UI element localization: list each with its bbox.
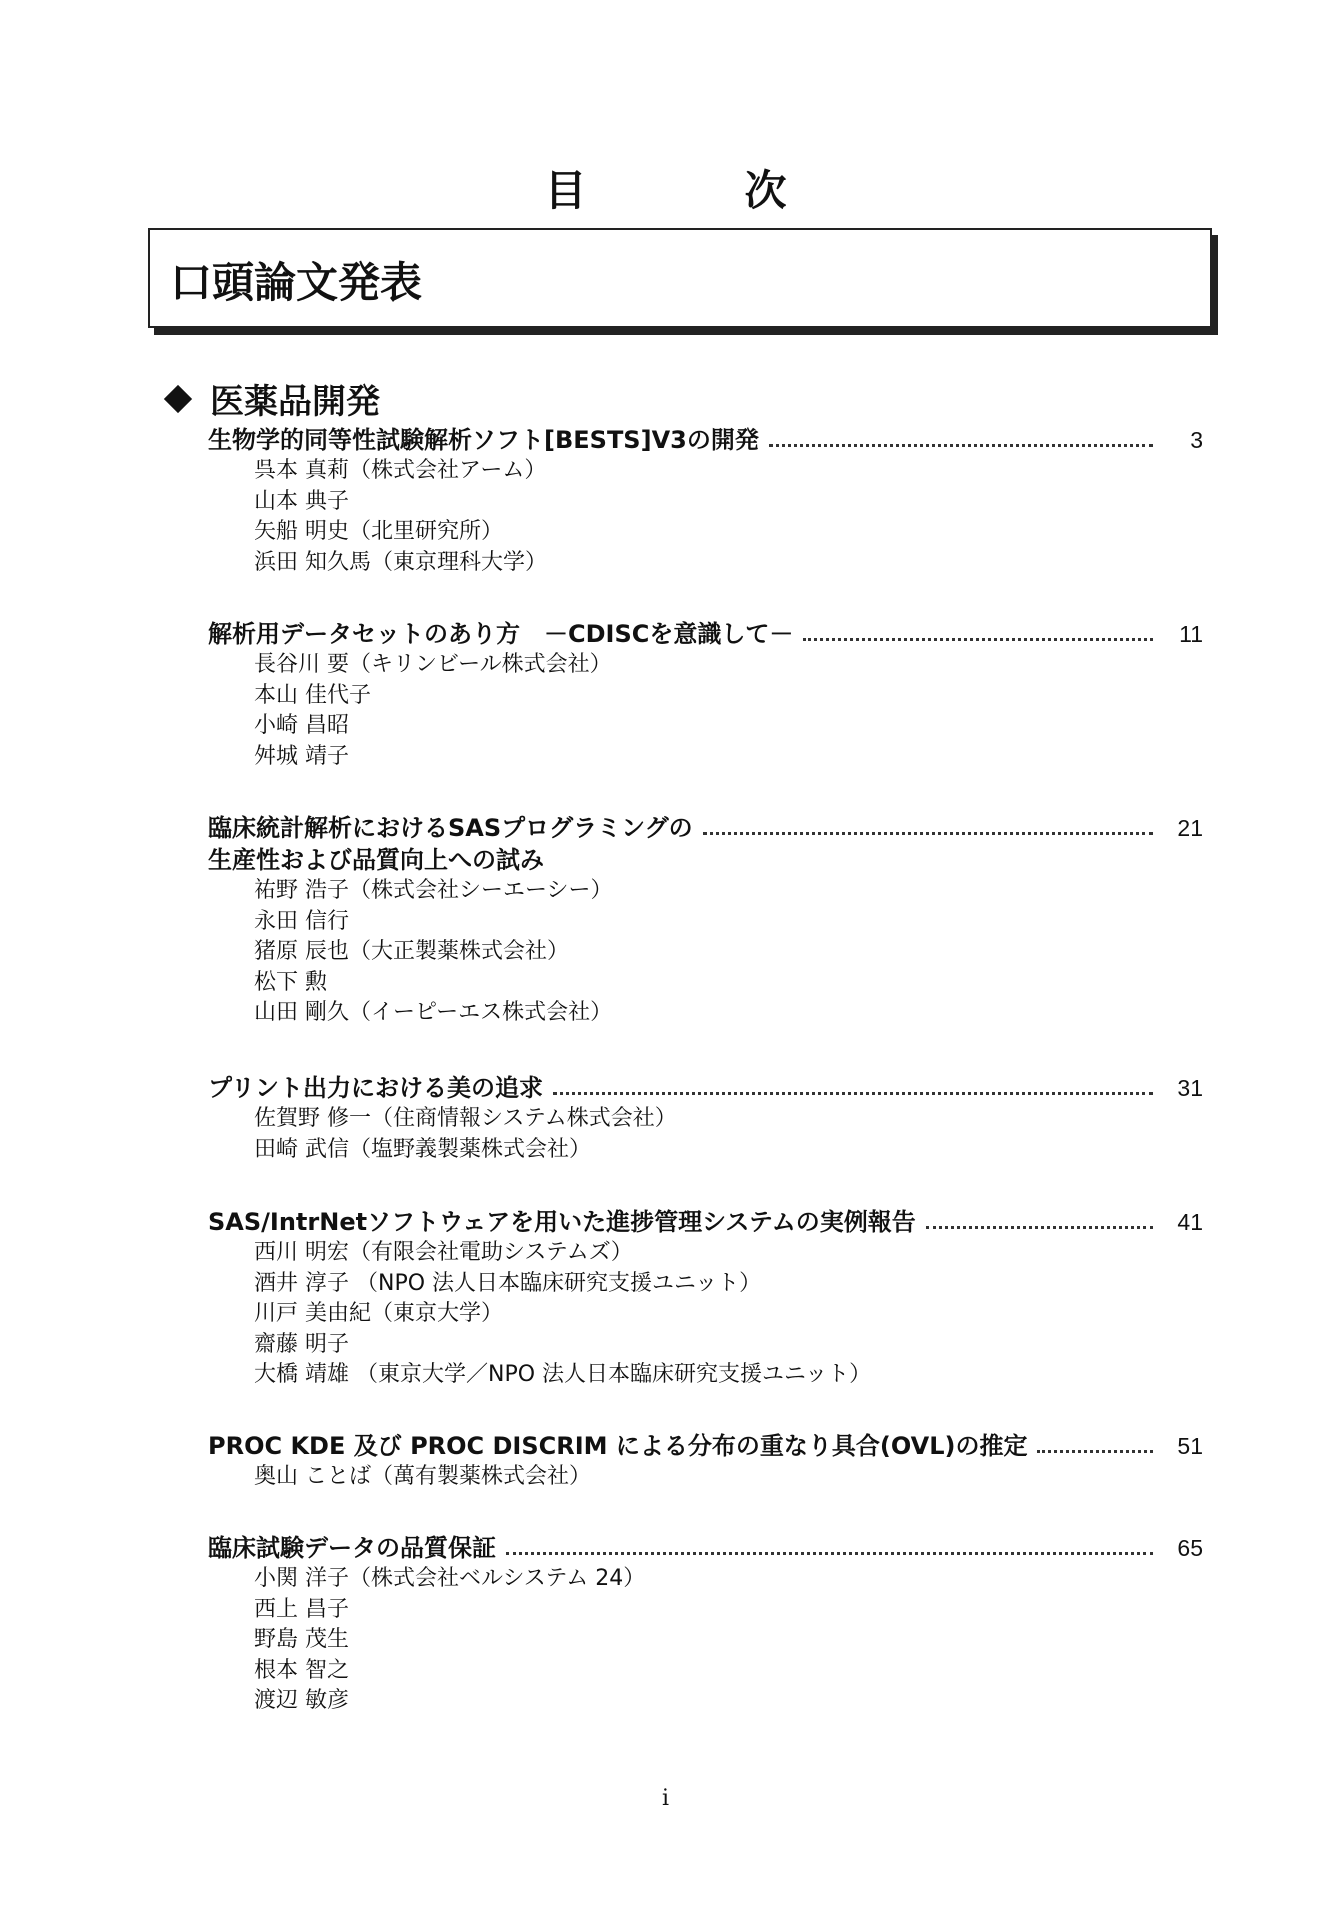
author-line: 松下 勲 [254,969,327,995]
entry-page-number: 21 [1177,815,1203,841]
toc-entry [208,1072,1203,1165]
toc-entry [208,1430,1203,1493]
author-line: 山本 典子 [254,488,349,514]
entry-page-number: 3 [1190,427,1203,453]
author-list [254,650,1203,772]
author-line: 西上 昌子 [254,1596,349,1622]
entry-subtitle: 生産性および品質向上への試み [208,846,544,874]
toc-entry [208,618,1203,772]
author-list [254,1564,1203,1717]
author-list [254,456,1203,578]
entry-title: 解析用データセットのあり方 －CDISCを意識して－ [208,620,794,648]
author-line: 根本 智之 [254,1657,349,1683]
author-line: 渡辺 敏彦 [254,1688,349,1713]
section-header-box [148,228,1212,328]
entry-page-number: 41 [1177,1209,1203,1235]
page-title: 目 次 [544,166,845,215]
entry-title: SAS/IntrNetソフトウェアを用いた進捗管理システムの実例報告 [208,1208,916,1236]
entry-title: プリント出力における美の追求 [208,1074,544,1102]
entry-page-number: 65 [1177,1535,1203,1561]
category-label: 医薬品開発 [210,382,380,422]
section-title: 口頭論文発表 [170,258,423,307]
category-heading [168,374,380,423]
toc-entry [208,812,1203,1029]
entry-title-line[interactable] [208,812,1203,844]
entry-page-number: 11 [1179,621,1203,647]
author-line: 呉本 真莉（株式会社アーム） [254,458,547,483]
toc-entry [208,424,1203,578]
page-number-footer: i [661,1786,670,1811]
author-line: 奥山 ことば（萬有製薬株式会社） [254,1464,591,1489]
author-line: 永田 信行 [254,908,349,934]
entry-title: PROC KDE 及び PROC DISCRIM による分布の重なり具合(OVL)の推定 [208,1432,1028,1460]
author-line: 大橋 靖雄 （東京大学／NPO 法人日本臨床研究支援ユニット） [254,1362,872,1387]
author-line: 川戸 美由紀（東京大学） [254,1301,503,1326]
entry-title-line[interactable] [208,1206,1203,1238]
author-line: 矢船 明史（北里研究所） [254,519,503,544]
diamond-bullet-icon [164,384,192,412]
author-line: 田崎 武信（塩野義製薬株式会社） [254,1136,591,1162]
dot-leader [769,444,1153,447]
entry-page-number: 51 [1177,1433,1203,1459]
entry-page-number: 31 [1177,1075,1203,1101]
author-line: 佐賀野 修一（住商情報システム株式会社） [254,1106,677,1131]
dot-leader [553,1092,1153,1095]
author-line: 祐野 浩子（株式会社シーエーシー） [254,878,613,903]
entry-title: 生物学的同等性試験解析ソフト[BESTS]V3の開発 [208,426,759,454]
author-line: 酒井 淳子 （NPO 法人日本臨床研究支援ユニット） [254,1270,762,1296]
entry-title-line[interactable] [208,1430,1203,1462]
author-line: 山田 剛久（イーピーエス株式会社） [254,1000,613,1025]
toc-entry [208,1206,1203,1391]
author-line: 小関 洋子（株式会社ベルシステム 24） [254,1566,646,1591]
author-line: 猪原 辰也（大正製薬株式会社） [254,939,569,964]
dot-leader [506,1552,1153,1555]
dot-leader [703,832,1153,835]
author-list [254,1238,1203,1391]
entry-title: 臨床試験データの品質保証 [208,1534,496,1562]
dot-leader [803,638,1153,641]
author-list [254,1104,1203,1165]
author-list [254,1462,1203,1493]
dot-leader [926,1226,1153,1229]
dot-leader [1037,1450,1153,1453]
author-list [254,876,1203,1029]
author-line: 浜田 知久馬（東京理科大学） [254,549,547,575]
author-line: 野島 茂生 [254,1627,349,1652]
author-line: 西川 明宏（有限会社電助システムズ） [254,1240,633,1265]
entry-title-line[interactable] [208,618,1203,650]
author-line: 齋藤 明子 [254,1331,349,1357]
entry-title-line[interactable] [208,1072,1203,1104]
entry-title: 臨床統計解析におけるSASプログラミングの [208,814,693,842]
entry-title-line[interactable] [208,424,1203,456]
author-line: 小崎 昌昭 [254,713,349,738]
author-line: 本山 佳代子 [254,682,371,708]
author-line: 長谷川 要（キリンビール株式会社） [254,652,612,677]
entry-title-line[interactable] [208,1532,1203,1564]
toc-entry [208,1532,1203,1717]
author-line: 舛城 靖子 [254,743,349,769]
